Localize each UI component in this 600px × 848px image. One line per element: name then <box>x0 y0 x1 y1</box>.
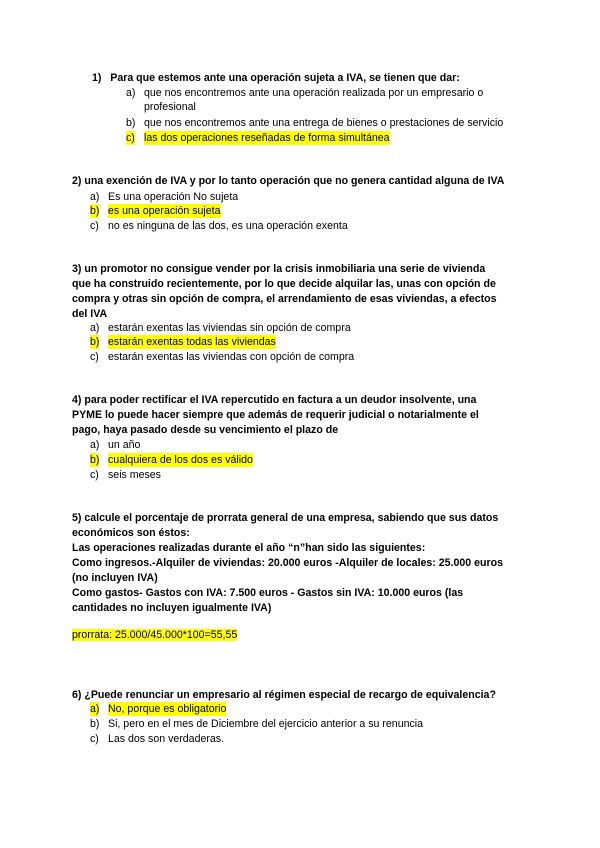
option-text: un año <box>108 439 141 451</box>
option-text: Es una operación No sujeta <box>108 191 239 203</box>
question-3-line: del IVA <box>72 308 108 320</box>
question-5-line: económicos son éstos: <box>72 527 190 539</box>
option-text-continued: profesional <box>144 101 196 113</box>
option-letter: a) <box>90 191 100 203</box>
option-text-highlighted: es una operación sujeta <box>108 205 221 217</box>
option-letter: b) <box>90 205 100 217</box>
option-letter: b) <box>126 117 136 129</box>
option-text: Las dos son verdaderas. <box>108 733 225 745</box>
question-5-line: cantidades no incluyen igualmente IVA) <box>72 602 272 614</box>
question-5-line: Como gastos- Gastos con IVA: 7.500 euros - Gastos sin IVA: 10.000 euros (las <box>72 587 464 599</box>
option-text: que nos encontremos ante una entrega de bienes o prestaciones de servicio <box>144 117 504 129</box>
option-text: estarán exentas las viviendas con opción de compra <box>108 351 355 363</box>
option-letter: a) <box>126 87 136 99</box>
option-letter: b) <box>90 336 100 348</box>
option-letter: c) <box>90 469 99 481</box>
question-5-line: (no incluyen IVA) <box>72 572 158 584</box>
question-6 <box>72 688 552 703</box>
option-text-highlighted: las dos operaciones reseñadas de forma simultánea <box>144 132 390 144</box>
question-3-line: compra y otras sin opción de compra, el arrendamiento de esas viviendas, a efectos <box>72 293 497 305</box>
option-letter: c) <box>90 220 99 232</box>
option-letter: c) <box>90 351 99 363</box>
option-letter: a) <box>90 322 100 334</box>
question-5-line: Las operaciones realizadas durante el año “n”han sido las siguientes: <box>72 542 426 554</box>
option-text-highlighted: estarán exentas todas las viviendas <box>108 336 276 348</box>
question-3-line: que ha construido recientemente, por lo que decide alquilar las, unas con opción de <box>72 278 496 290</box>
question-1-text: Para que estemos ante una operación sujeta a IVA, se tienen que dar: <box>110 72 460 84</box>
answer-text-highlighted: prorrata: 25.000/45.000*100=55,55 <box>72 629 238 641</box>
option-letter: a) <box>90 439 100 451</box>
question-1-number: 1) <box>92 72 102 84</box>
question-2-text: 2) una exención de IVA y por lo tanto operación que no genera cantidad alguna de IVA <box>72 175 505 187</box>
question-5-answer <box>72 628 237 642</box>
option-letter: c) <box>126 132 135 144</box>
question-4-line: 4) para poder rectificar el IVA repercutido en factura a un deudor insolvente, una <box>72 394 477 406</box>
option-letter: c) <box>90 733 99 745</box>
question-4-line: pago, haya pasado desde su vencimiento el plazo de <box>72 424 339 436</box>
question-3 <box>72 262 552 322</box>
option-text: seis meses <box>108 469 161 481</box>
option-text: Si, pero en el mes de Diciembre del ejercicio anterior a su renuncia <box>108 718 424 730</box>
question-4-line: PYME lo puede hacer siempre que además de requerir judicial o notarialmente el <box>72 409 479 421</box>
option-letter: b) <box>90 718 100 730</box>
option-text: estarán exentas las viviendas sin opción de compra <box>108 322 351 334</box>
option-text-highlighted: No, porque es obligatorio <box>108 703 227 715</box>
question-3-line: 3) un promotor no consigue vender por la crisis inmobiliaria una serie de vivienda <box>72 263 486 275</box>
question-1 <box>92 71 532 86</box>
option-text: no es ninguna de las dos, es una operación exenta <box>108 220 348 232</box>
question-2 <box>72 174 552 189</box>
option-letter: a) <box>90 703 100 715</box>
question-5 <box>72 511 552 616</box>
option-letter: b) <box>90 454 100 466</box>
option-text: que nos encontremos ante una operación realizada por un empresario o <box>144 87 484 99</box>
question-6-text: 6) ¿Puede renunciar un empresario al régimen especial de recargo de equivalencia? <box>72 689 496 701</box>
question-5-line: 5) calcule el porcentaje de prorrata general de una empresa, sabiendo que sus datos <box>72 512 499 524</box>
option-text-highlighted: cualquiera de los dos es válido <box>108 454 253 466</box>
question-4 <box>72 393 552 438</box>
question-5-line: Como ingresos.-Alquiler de viviendas: 20.000 euros -Alquiler de locales: 25.000 euros <box>72 557 503 569</box>
